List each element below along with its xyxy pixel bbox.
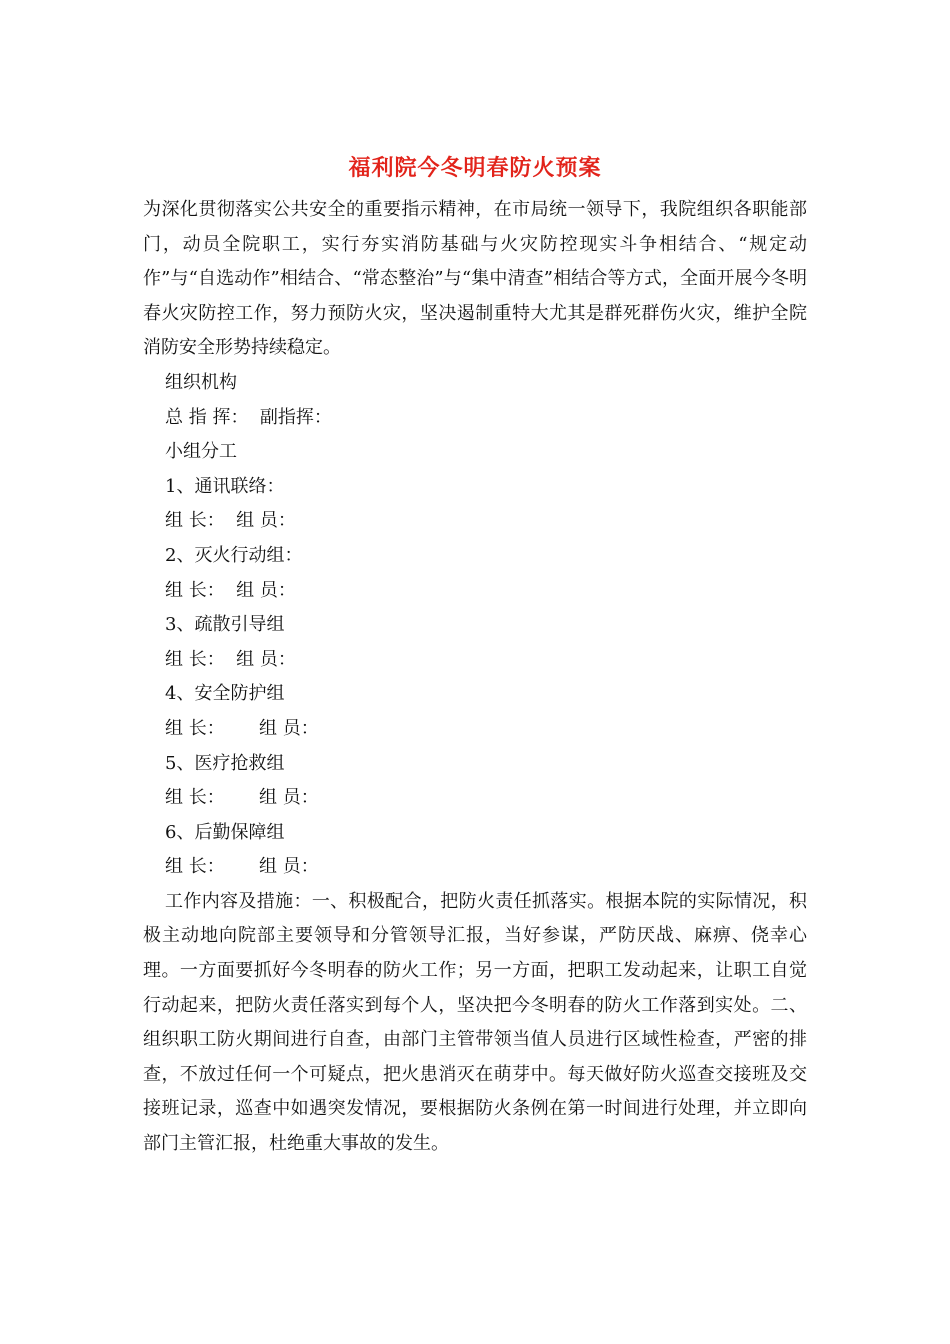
group-name: 3、疏散引导组 xyxy=(165,614,285,636)
document-title: 福利院今冬明春防火预案 xyxy=(348,155,602,181)
org-heading: 组织机构 xyxy=(165,371,237,393)
group-members: 组 长： 组 员： xyxy=(165,787,319,809)
group-name: 6、后勤保障组 xyxy=(165,821,285,843)
group-members: 组 长： 组 员： xyxy=(165,510,296,532)
document-body xyxy=(143,147,807,1162)
group-name: 2、灭火行动组： xyxy=(165,544,303,566)
intro-paragraph: 为深化贯彻落实公共安全的重要指示精神，在市局统一领导下，我院组织各职能部门，动员全院职工，实行夯实消防基础与火灾防控现实斗争相结合、“规定动作”与“自选动作”相结合、“常态整治”与“集中清查”相结合等方式，全面开展今冬明春火灾防控工作，努力预防火灾，坚决遏制重特大尤其是群死群伤火灾，维护全院消防安全形势持续稳定。 xyxy=(143,199,807,359)
group-members: 组 长： 组 员： xyxy=(165,648,296,670)
command-line: 总 指 挥： 副指挥： xyxy=(165,406,332,428)
group-name: 1、通讯联络： xyxy=(165,475,285,497)
group-members: 组 长： 组 员： xyxy=(165,856,319,878)
group-name: 4、安全防护组 xyxy=(165,683,285,705)
measures-paragraph: 工作内容及措施：一、积极配合，把防火责任抓落实。根据本院的实际情况，积极主动地向院部主要领导和分管领导汇报，当好参谋，严防厌战、麻痹、侥幸心理。一方面要抓好今冬明春的防火工作；另一方面，把职工发动起来，让职工自觉行动起来，把防火责任落实到每个人，坚决把今冬明春的防火工作落到实处。二、组织职工防火期间进行自查，由部门主管带领当值人员进行区域性检查，严密的排查，不放过任何一个可疑点，把火患消灭在萌芽中。每天做好防火巡查交接班及交接班记录，巡查中如遇突发情况，要根据防火条例在第一时间进行处理，并立即向部门主管汇报，杜绝重大事故的发生。 xyxy=(143,890,807,1155)
group-name: 5、医疗抢救组 xyxy=(165,752,285,774)
groups-heading: 小组分工 xyxy=(165,441,237,463)
group-members: 组 长： 组 员： xyxy=(165,579,296,601)
group-members: 组 长： 组 员： xyxy=(165,717,319,739)
